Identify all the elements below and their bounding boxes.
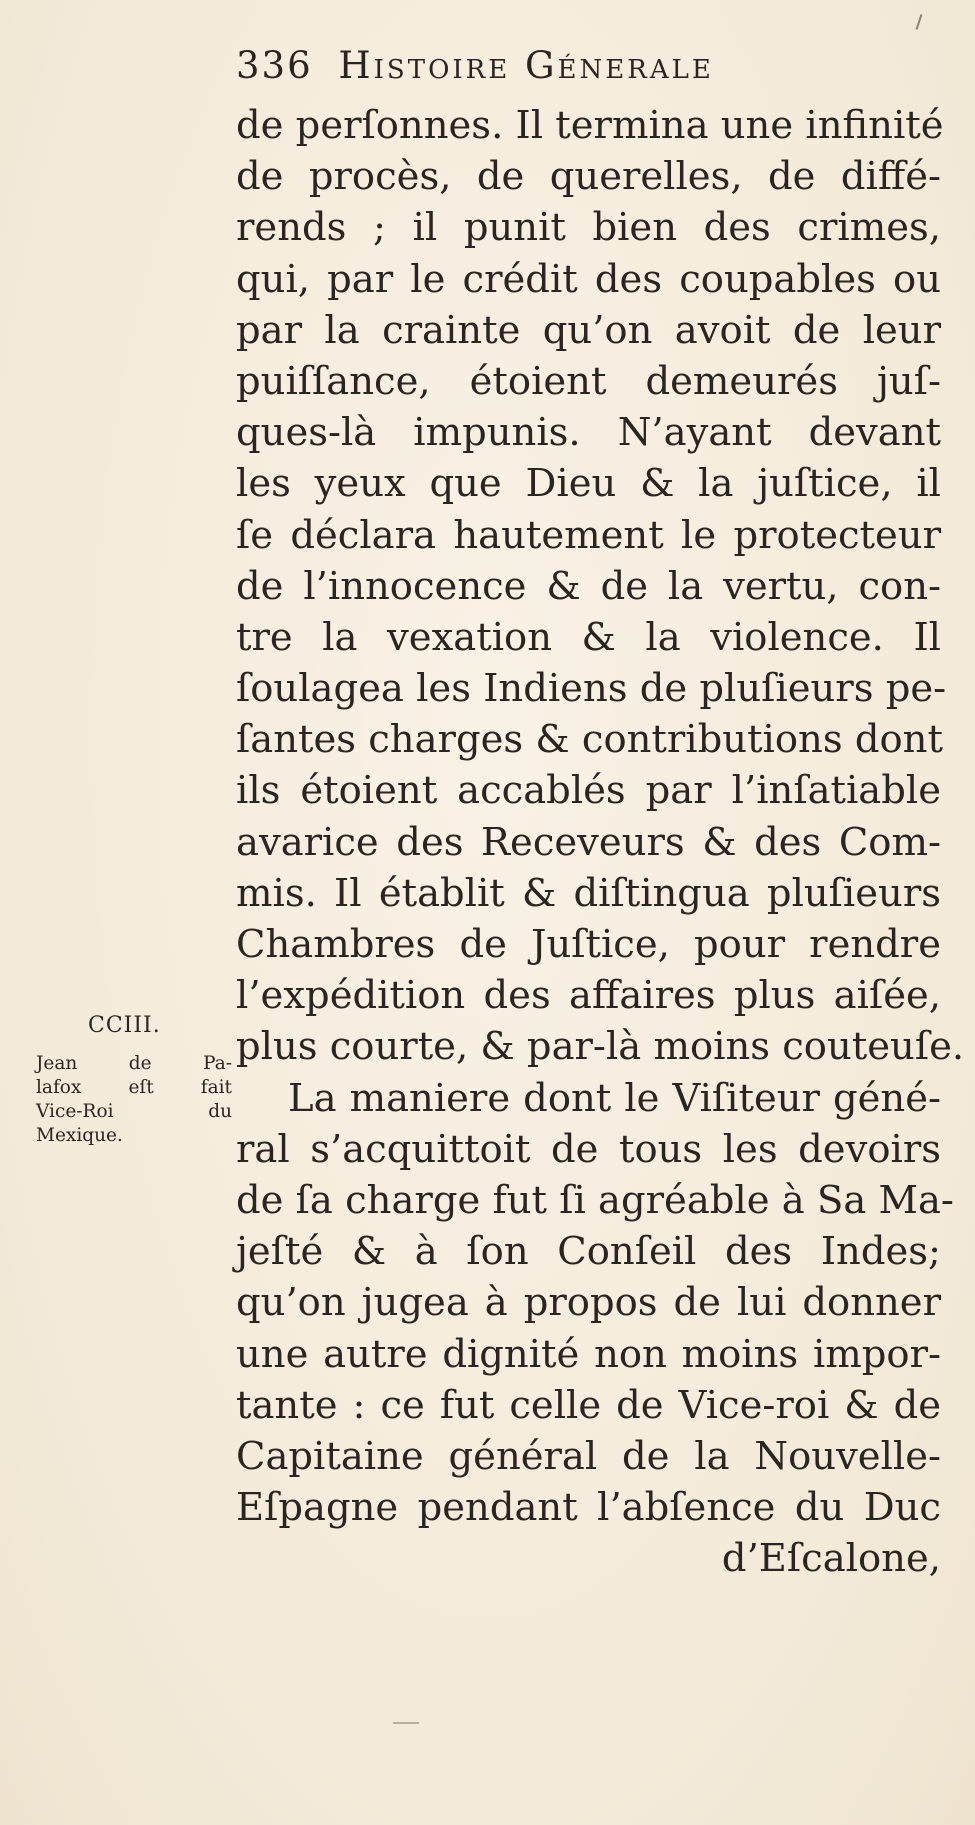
paragraph-start-line: La maniere dont le Viſiteur géné- xyxy=(288,1075,941,1121)
text-line: de l’innocence & de la vertu, con- xyxy=(236,563,941,609)
margin-note-line: Mexique. xyxy=(36,1125,123,1146)
page-number: 336 xyxy=(236,44,313,87)
text-line: ſoulagea les Indiens de pluſieurs pe- xyxy=(236,666,947,712)
text-line: Eſpagne pendant l’abſence du Duc xyxy=(236,1485,941,1531)
text-line: tre la vexation & la violence. Il xyxy=(236,614,941,660)
text-line: rends ; il punit bien des crimes, xyxy=(236,205,941,251)
text-line: qui, par le crédit des coupables ou xyxy=(236,256,941,302)
text-line: l’expédition des affaires plus aiſée, xyxy=(236,973,941,1019)
text-line: avarice des Receveurs & des Com- xyxy=(236,819,941,865)
decorative-dash xyxy=(393,1722,419,1724)
margin-note xyxy=(36,1052,236,1148)
section-number: CCIII. xyxy=(88,1013,161,1038)
text-line: de ſa charge fut ſi agréable à Sa Ma- xyxy=(236,1177,954,1223)
text-line: Capitaine général de la Nouvelle- xyxy=(236,1433,941,1479)
running-title: Histoire Génerale xyxy=(338,44,714,87)
text-line: ſantes charges & contributions dont xyxy=(236,717,943,763)
text-line: qu’on jugea à propos de lui donner xyxy=(236,1280,941,1326)
running-header xyxy=(236,44,714,87)
catchword: d’Eſcalone, xyxy=(721,1536,941,1582)
text-line: de procès, de querelles, de diffé- xyxy=(236,154,941,200)
text-line: ral s’acquittoit de tous les devoirs xyxy=(236,1126,941,1172)
margin-note-line: lafox eſt fait xyxy=(36,1077,232,1098)
text-line: ques-là impunis. N’ayant devant xyxy=(236,410,941,456)
margin-note-line: Jean de Pa- xyxy=(36,1053,232,1074)
paper-mark xyxy=(916,14,923,30)
margin-note-line: Vice-Roi du xyxy=(36,1101,232,1122)
text-line: Chambres de Juſtice, pour rendre xyxy=(236,922,941,967)
text-line: une autre dignité non moins impor- xyxy=(236,1331,941,1377)
text-line: de perſonnes. Il termina une infinité xyxy=(236,103,944,148)
text-line: les yeux que Dieu & la juſtice, il xyxy=(236,461,941,507)
text-line: jeſté & à ſon Conſeil des Indes; xyxy=(236,1229,941,1275)
text-line: tante : ce fut celle de Vice-roi & de xyxy=(236,1382,941,1428)
body-text xyxy=(236,100,965,1584)
text-line: plus courte, & par-là moins couteuſe. xyxy=(236,1024,965,1070)
text-line: ſe déclara hautement le protecteur xyxy=(236,512,941,558)
text-line: puiſſance, étoient demeurés juſ- xyxy=(236,358,941,404)
text-line: ils étoient accablés par l’inſatiable xyxy=(236,768,941,814)
text-line: par la crainte qu’on avoit de leur xyxy=(236,307,941,353)
text-line: mis. Il établit & diſtingua pluſieurs xyxy=(236,870,941,916)
